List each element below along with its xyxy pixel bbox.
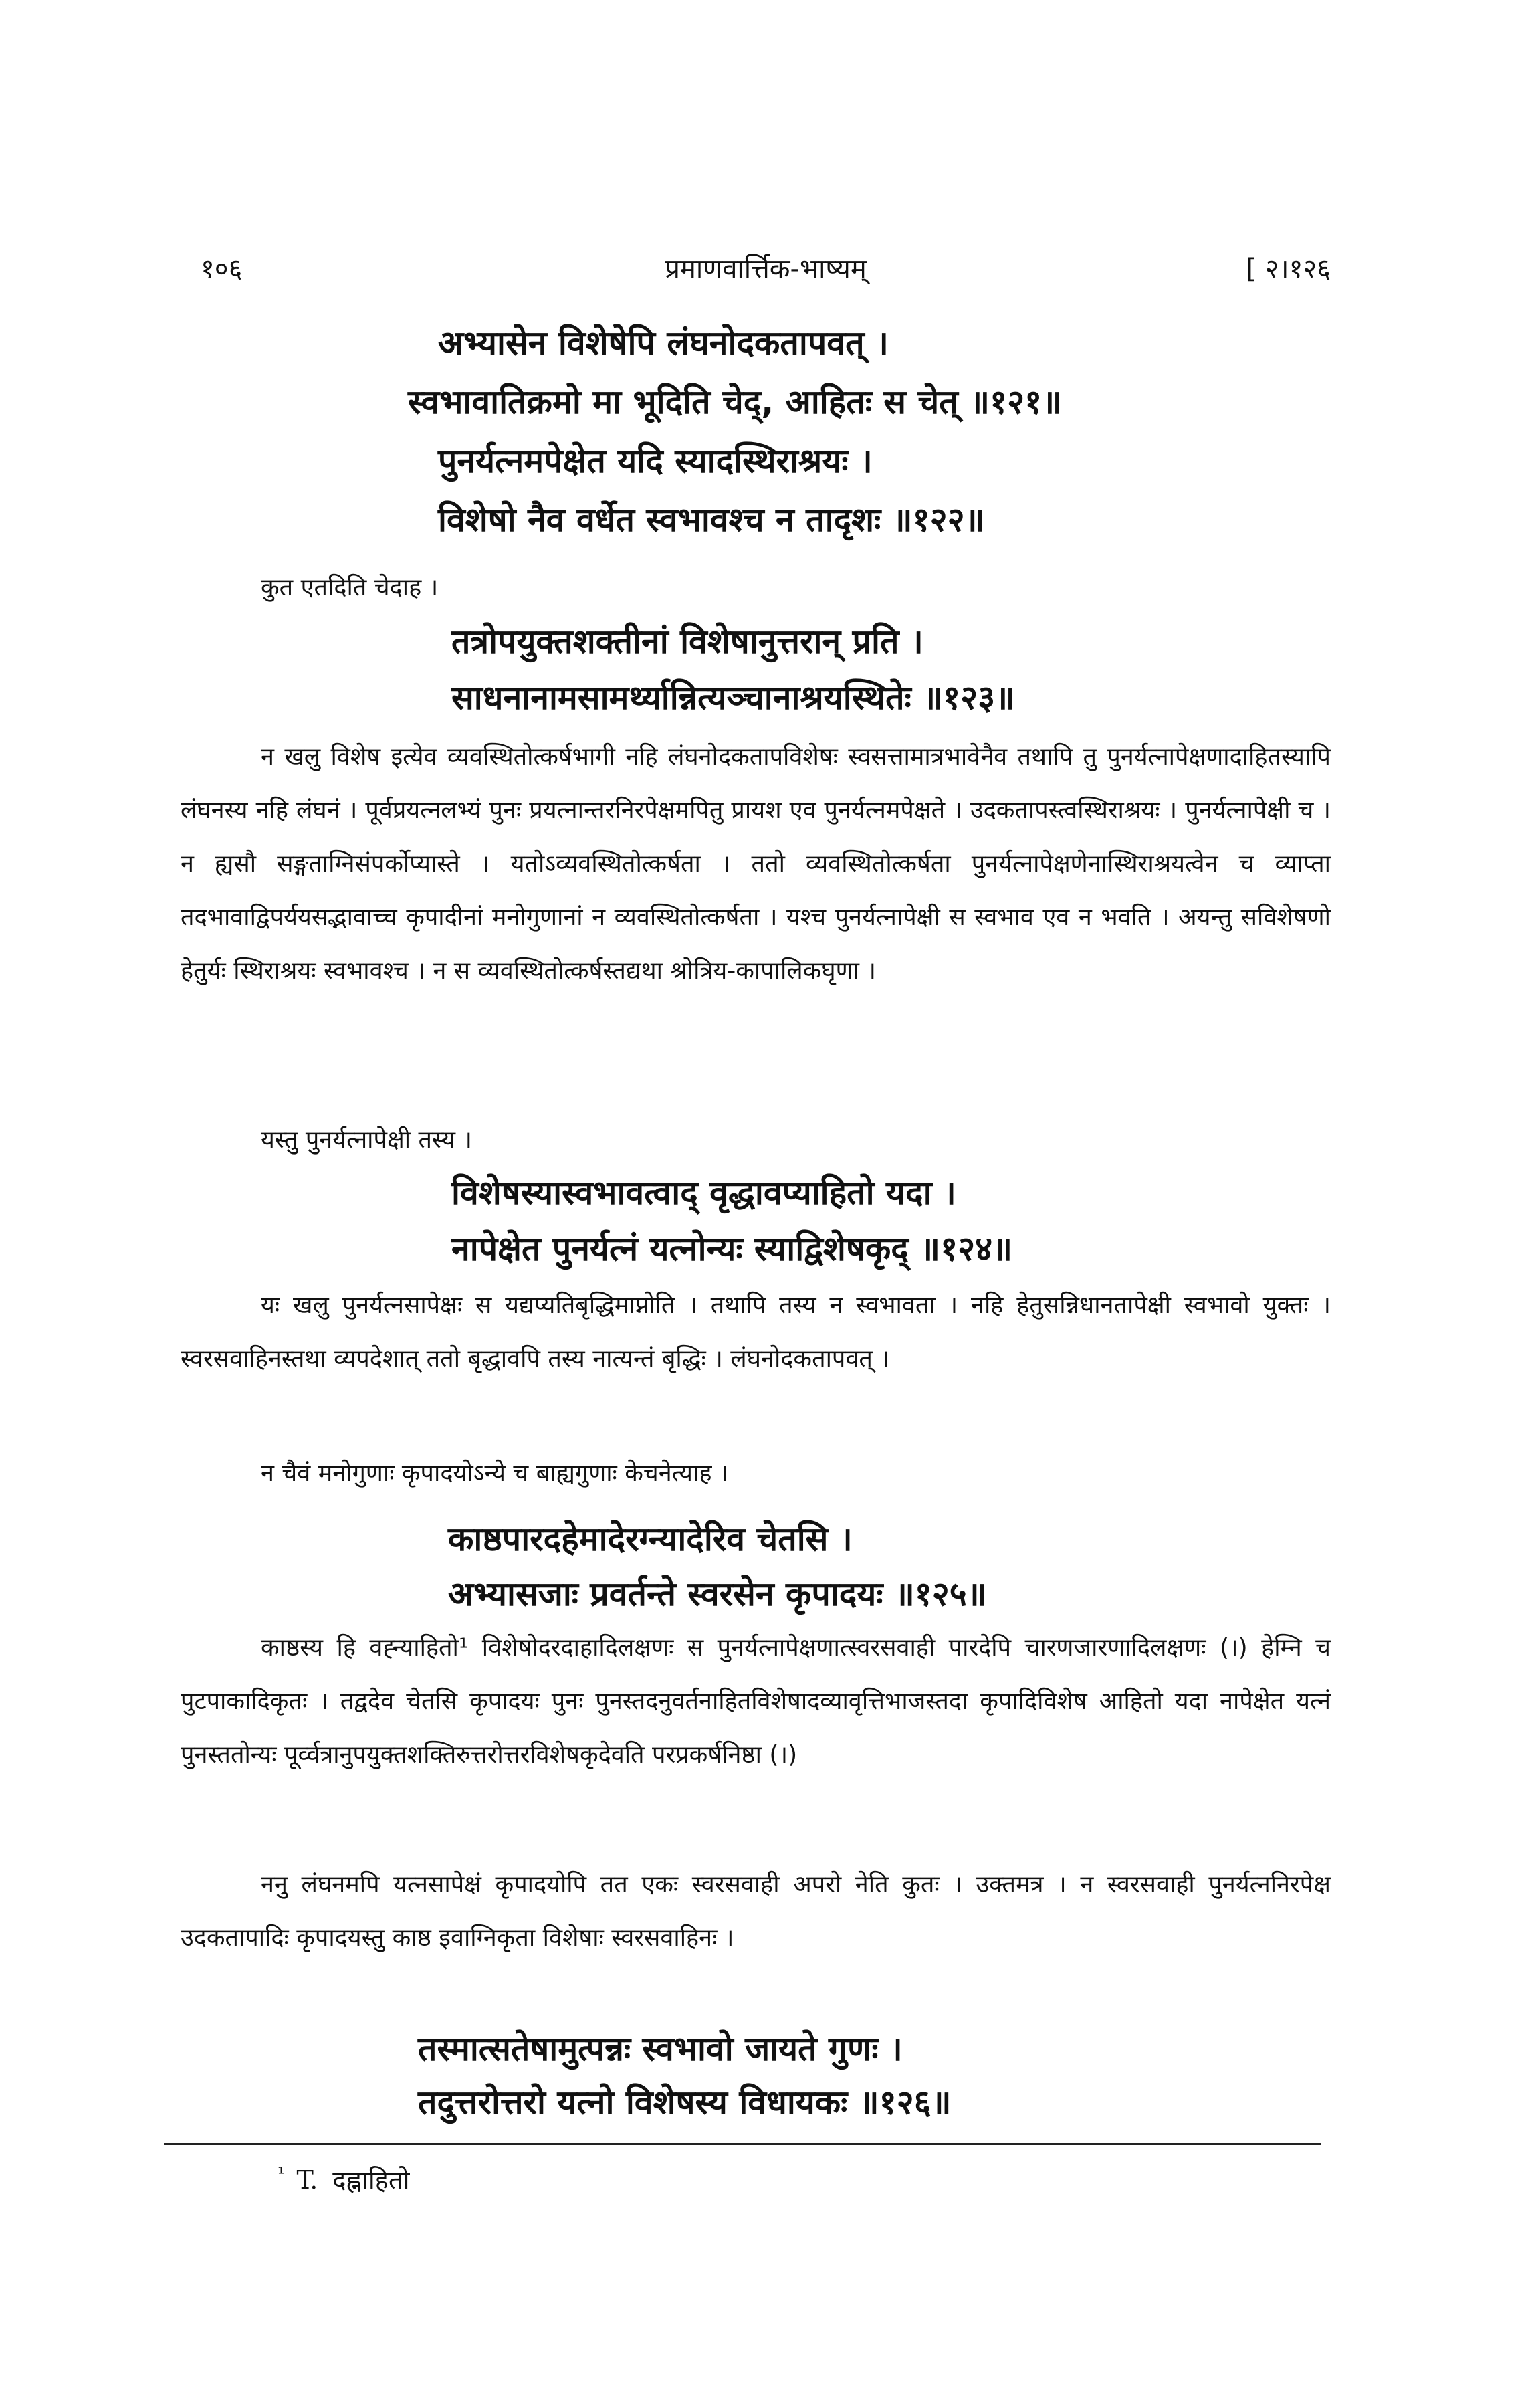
verse-121-line-1: अभ्यासेन विशेषेपि लंघनोदकतापवत् । — [438, 324, 889, 363]
verse-126-line-2: तदुत्तरोत्तरो यत्नो विशेषस्य विधायकः ॥१२६॥ — [418, 2083, 952, 2122]
running-header — [201, 249, 1331, 289]
section-reference: [ २।१२६ — [1246, 254, 1331, 284]
verse-122-line-1: पुनर्यत्नमपेक्षेत यदि स्यादस्थिराश्रयः । — [438, 441, 873, 480]
footnote-text: दह्नाहितो — [332, 2165, 410, 2195]
verse-126-line-1: तस्मात्सतेषामुत्पन्नः स्वभावो जायते गुणः । — [418, 2029, 903, 2068]
commentary-paragraph-3 — [181, 1621, 1331, 1782]
intro-before-verse-124: यस्तु पुनर्यत्नापेक्षी तस्य । — [261, 1126, 473, 1154]
footnote-divider — [164, 2143, 1321, 2145]
commentary-paragraph-4 — [181, 1858, 1331, 1965]
intro-before-verse-125: न चैवं मनोगुणाः कृपादयोऽन्ये च बाह्यगुणाः केचनेत्याह । — [261, 1460, 729, 1487]
footnote-siglum: T. — [296, 2165, 318, 2195]
commentary-paragraph-2 — [181, 1279, 1331, 1386]
verse-125-line-2: अभ्यासजाः प्रवर्तन्ते स्वरसेन कृपादयः ॥१२५॥ — [448, 1575, 987, 1613]
commentary-text-2: यः खलु पुनर्यत्नसापेक्षः स यद्यप्यतिबृद्धिमाप्नोति । तथापि तस्य न स्वभावता । नहि हेतुसन्निधानतापेक्षी स्वभावो युक्तः । स्वरसवाहिनस्तथा व्यपदेशात् ततो बृद्धावपि तस्य नात्यन्तं बृद्धिः । लंघनोदकतापवत् । — [181, 1292, 1331, 1373]
verse-123-line-2: साधनानामसामर्थ्यान्नित्यञ्चानाश्रयस्थितेः ॥१२३॥ — [451, 678, 1016, 717]
intro-before-verse-123: कुत एतदिति चेदाह । — [261, 574, 439, 601]
footnote-mark: ¹ — [278, 2164, 285, 2185]
page-number: १०६ — [201, 254, 243, 284]
verse-124-line-1: विशेषस्यास्वभावत्वाद् वृद्धावप्याहितो यदा । — [451, 1173, 956, 1212]
commentary-paragraph-1 — [181, 730, 1331, 998]
verse-125-line-1: काष्ठपारदहेमादेरग्न्यादेरिव चेतसि । — [448, 1520, 853, 1559]
verse-122-line-2: विशेषो नैव वर्धेत स्वभावश्च न तादृशः ॥१२२॥ — [438, 500, 985, 539]
verse-123-line-1: तत्रोपयुक्तशक्तीनां विशेषानुत्तरान् प्रति । — [451, 622, 923, 661]
commentary-text-1: न खलु विशेष इत्येव व्यवस्थितोत्कर्षभागी नहि लंघनोदकतापविशेषः स्वसत्तामात्रभावेनैव तथापि तु पुनर्यत्नापेक्षणादाहितस्यापि लंघनस्य नहि लंघनं । पूर्वप्रयत्नलभ्यं पुनः प्रयत्नान्तरनिरपेक्षमपितु प्रायश एव पुनर्यत्नमपेक्षते । उदकतापस्त्वस्थिराश्रयः । पुनर्यत्नापेक्षी च । न ह्यसौ सङ्गताग्निसंपर्कोप्यास्ते । यतोऽव्यवस्थितोत्कर्षता । ततो व्यवस्थितोत्कर्षता पुनर्यत्नापेक्षणेनास्थिराश्रयत्वेन च व्याप्ता तदभावाद्विपर्ययसद्भावाच्च कृपादीनां मनोगुणानां न व्यवस्थितोत्कर्षता । यश्च पुनर्यत्नापेक्षी स स्वभाव एव न भवति । अयन्तु सविशेषणो हेतुर्यः स्थिराश्रयः स्वभावश्च । न स व्यवस्थितोत्कर्षस्तद्यथा श्रोत्रिय-कापालिकघृणा । — [181, 743, 1331, 985]
commentary-text-4: ननु लंघनमपि यत्नसापेक्षं कृपादयोपि तत एकः स्वरसवाही अपरो नेति कुतः । उक्तमत्र । न स्वरसवाही पुनर्यत्ननिरपेक्ष उदकतापादिः कृपादयस्तु काष्ठ इवाग्निकृता विशेषाः स्वरसवाहिनः । — [181, 1871, 1331, 1952]
commentary-text-3: काष्ठस्य हि वह्न्याहितो¹ विशेषोदरदाहादिलक्षणः स पुनर्यत्नापेक्षणात्स्वरसवाही पारदेपि चारणजारणादिलक्षणः (।) हेम्नि च पुटपाकादिकृतः । तद्वदेव चेतसि कृपादयः पुनः पुनस्तदनुवर्तनाहितविशेषादव्यावृत्तिभाजस्तदा कृपादिविशेष आहितो यदा नापेक्षेत यत्नं पुनस्ततोन्यः पूर्व्वत्रानुपयुक्तशक्तिरुत्तरोत्तरविशेषकृदेवति परप्रकर्षनिष्ठा (।) — [181, 1634, 1331, 1769]
verse-124-line-2: नापेक्षेत पुनर्यत्नं यत्नोन्यः स्याद्विशेषकृद् ॥१२४॥ — [451, 1229, 1013, 1268]
verse-121-line-2: स्वभावातिक्रमो मा भूदिति चेद्, आहितः स चेत् ॥१२१॥ — [408, 383, 1063, 421]
footnote — [278, 2162, 409, 2197]
running-title: प्रमाणवार्त्तिक-भाष्यम् — [665, 254, 867, 284]
